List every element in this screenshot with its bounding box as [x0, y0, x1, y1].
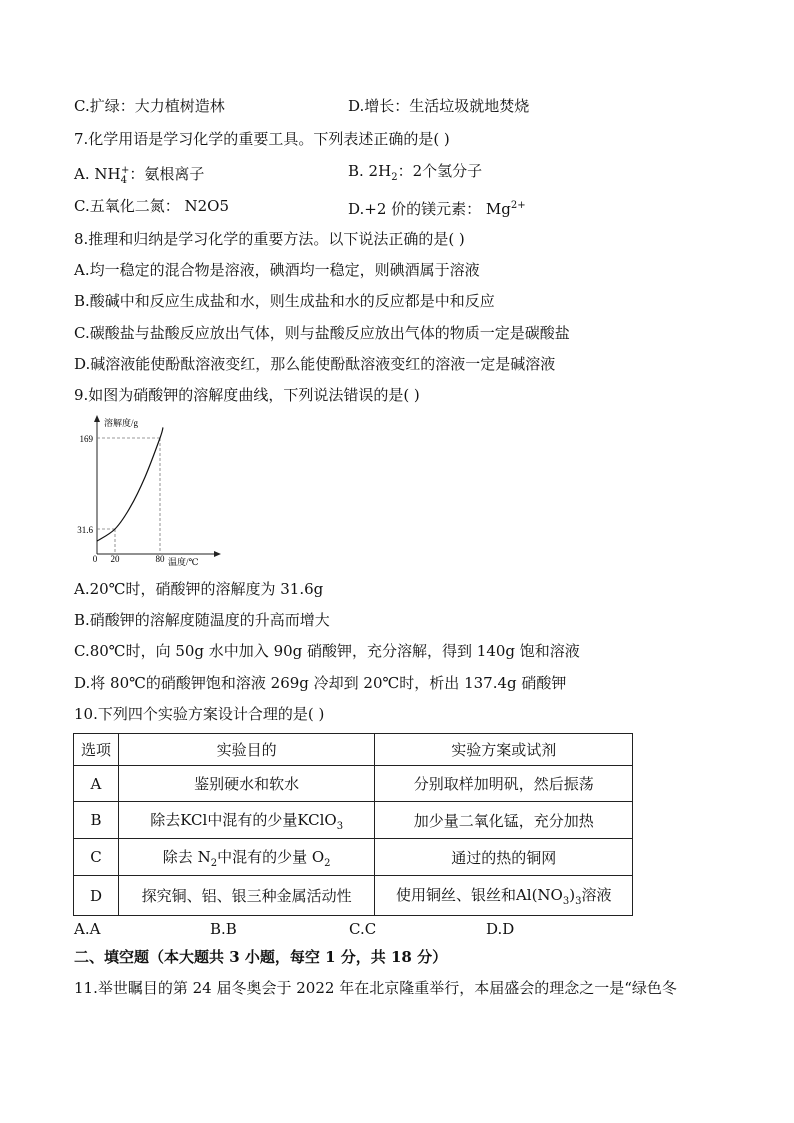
row-d-plan-suffix: ): [569, 886, 576, 904]
row-d-plan-sub: 3: [562, 896, 570, 907]
y-tick-169: 169: [79, 434, 93, 444]
row-b-purpose: [118, 802, 375, 839]
q10-answer-c: C.C: [349, 920, 377, 938]
row-c-purpose-sub1: 2: [210, 857, 218, 869]
x-axis-arrow: [214, 551, 221, 557]
q9-option-d: D.将 80℃的硝酸钾饱和溶液 269g 冷却到 20℃时，析出 137.4g 硝酸钾: [74, 674, 567, 692]
x-axis-label: 温度/℃: [168, 557, 199, 567]
row-c-plan: 通过的热的铜网: [375, 839, 633, 876]
table-header-row: [74, 734, 633, 766]
y-axis-label: 溶解度/g: [104, 418, 139, 428]
q7-b-prefix: B. 2H: [348, 162, 392, 180]
q7-b-sub: 2: [391, 172, 398, 183]
q7-d-sup: 2+: [510, 200, 526, 211]
q9-option-c: C.80℃时，向 50g 水中加入 90g 硝酸钾，充分溶解，得到 140g 饱和溶液: [74, 642, 580, 660]
header-purpose: 实验目的: [118, 734, 375, 766]
q10-stem: 10.下列四个实验方案设计合理的是( ): [74, 705, 325, 723]
q6-option-d: D.增长：生活垃圾就地焚烧: [348, 97, 530, 115]
row-d-plan: [375, 876, 633, 916]
row-b-purpose-sub: 3: [336, 820, 344, 832]
x-tick-20: 20: [110, 554, 120, 564]
x-tick-0: 0: [92, 554, 98, 564]
experiment-table: [73, 733, 633, 916]
header-plan: 实验方案或试剂: [375, 734, 633, 766]
q7-option-b: [348, 161, 482, 188]
row-a-purpose: 鉴别硬水和软水: [118, 766, 375, 802]
q7-d-prefix: D.+2 价的镁元素： Mg: [348, 200, 511, 218]
y-axis-arrow: [94, 415, 100, 422]
q7-a-sub: 4: [120, 175, 127, 186]
row-d-plan-end: 溶液: [581, 886, 612, 904]
q7-a-sup: +: [120, 165, 130, 176]
guide-lines: [97, 438, 160, 554]
row-c-purpose-p2: 中混有的少量 O: [217, 847, 325, 866]
header-option: 选项: [74, 734, 119, 766]
row-c-option: C: [74, 839, 119, 876]
q9-stem: 9.如图为硝酸钾的溶解度曲线，下列说法错误的是( ): [74, 386, 420, 404]
q8-option-b: B.酸碱中和反应生成盐和水，则生成盐和水的反应都是中和反应: [74, 292, 495, 310]
table-row: [74, 876, 633, 916]
row-c-purpose: [118, 839, 375, 876]
q8-option-a: A.均一稳定的混合物是溶液，碘酒均一稳定，则碘酒属于溶液: [74, 261, 480, 279]
q10-answer-a: A.A: [74, 920, 101, 938]
q8-stem: 8.推理和归纳是学习化学的重要方法。以下说法正确的是( ): [74, 230, 465, 248]
row-d-plan-prefix: 使用铜丝、银丝和Al(NO: [395, 886, 563, 904]
row-d-plan-sub2: 3: [575, 896, 582, 907]
q10-answer-b: B.B: [210, 920, 237, 938]
y-tick-31-6: 31.6: [77, 525, 93, 535]
q6-option-c: C.扩绿：大力植树造林: [74, 97, 225, 115]
q7-option-d: [348, 196, 526, 219]
section-2-title: 二、填空题（本大题共 3 小题，每空 1 分，共 18 分）: [74, 948, 448, 966]
solubility-chart: [72, 414, 222, 569]
row-b-plan: 加少量二氧化锰，充分加热: [375, 802, 633, 839]
table-row: [74, 766, 633, 802]
q7-a-prefix: A. NH: [74, 165, 121, 183]
q8-option-d: D.碱溶液能使酚酞溶液变红，那么能使酚酞溶液变红的溶液一定是碱溶液: [74, 355, 556, 373]
row-b-purpose-text: 除去KCl中混有的少量KClO: [150, 810, 337, 829]
row-a-plan: 分别取样加明矾，然后振荡: [375, 766, 633, 802]
row-d-purpose: 探究铜、铝、银三种金属活动性: [118, 876, 375, 916]
table-row: [74, 839, 633, 876]
q7-option-c: C.五氧化二氮： N2O5: [74, 197, 229, 215]
q9-option-a: A.20℃时，硝酸钾的溶解度为 31.6g: [74, 580, 324, 598]
row-a-option: A: [74, 766, 119, 802]
table-row: [74, 802, 633, 839]
row-b-option: B: [74, 802, 119, 839]
q7-stem: 7.化学用语是学习化学的重要工具。下列表述正确的是( ): [74, 130, 450, 148]
q7-b-suffix: ：2个氢分子: [397, 162, 483, 180]
q11-stem: 11.举世瞩目的第 24 届冬奥会于 2022 年在北京隆重举行，本届盛会的理念之一是“绿色冬: [74, 979, 677, 997]
x-tick-80: 80: [155, 554, 165, 564]
row-c-purpose-p1: 除去 N: [162, 847, 211, 866]
solubility-curve: [97, 427, 163, 541]
q9-option-b: B.硝酸钾的溶解度随温度的升高而增大: [74, 611, 330, 629]
q7-a-suffix: ：氨根离子: [129, 165, 205, 183]
row-d-option: D: [74, 876, 119, 916]
row-c-purpose-sub2: 2: [324, 857, 331, 869]
q8-option-c: C.碳酸盐与盐酸反应放出气体，则与盐酸反应放出气体的物质一定是碳酸盐: [74, 324, 570, 342]
q7-option-a: [74, 161, 204, 191]
q10-answer-d: D.D: [486, 920, 515, 938]
